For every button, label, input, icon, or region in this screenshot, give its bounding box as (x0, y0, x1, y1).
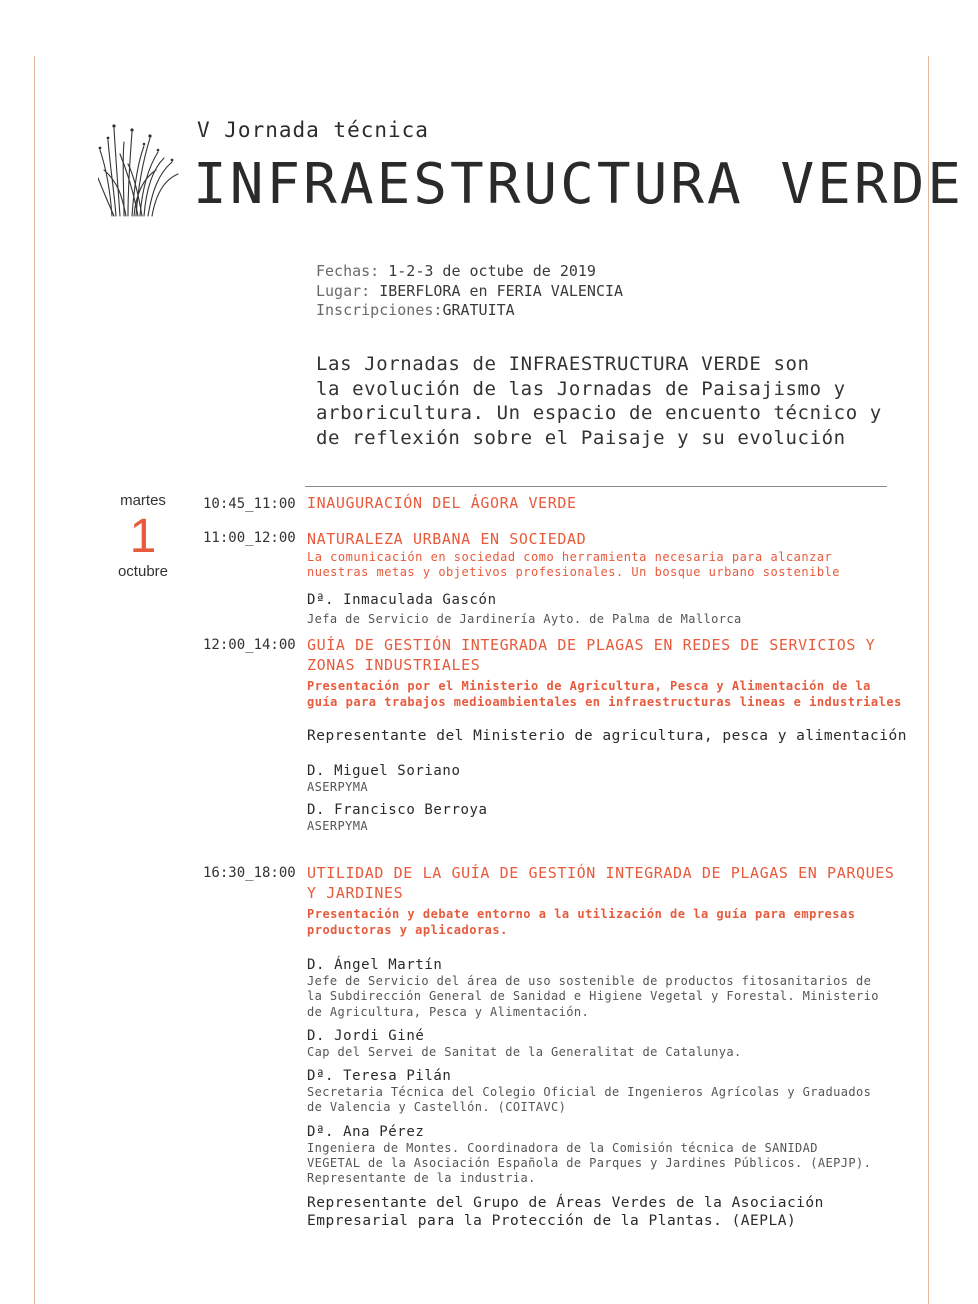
representative-text: Empresarial para la Protección de la Plantas. (AEPLA) (307, 1213, 797, 1230)
speaker-role: de Agricultura, Pesca y Alimentación. (307, 1004, 590, 1019)
speaker-role: ASERPYMA (307, 818, 368, 833)
speaker-name: D. Miguel Soriano (307, 762, 461, 779)
schedule-divider (305, 486, 887, 487)
event-description: La comunicación en sociedad como herramienta necesaria para alcanzar (307, 549, 833, 564)
date-month: octubre (117, 563, 169, 580)
fechas-label: Fechas: (316, 262, 380, 280)
schedule-date (110, 492, 176, 580)
date-weekday: martes (120, 492, 166, 509)
event-time: 12:00_14:00 (203, 637, 296, 653)
event-heading: UTILIDAD DE LA GUÍA DE GESTIÓN INTEGRADA DE PLAGAS EN PARQUES (307, 864, 895, 882)
speaker-name: Dª. Ana Pérez (307, 1123, 425, 1140)
speaker-name: Dª. Inmaculada Gascón (307, 591, 497, 608)
speaker-name: D. Francisco Berroya (307, 801, 488, 818)
event-heading: ZONAS INDUSTRIALES (307, 655, 481, 674)
speaker-role: Jefe de Servicio del área de uso sostenible de productos fitosanitarios de (307, 974, 872, 988)
event-heading: Y JARDINES (307, 883, 404, 902)
intro-line: de reflexión sobre el Paisaje y su evolución (316, 426, 846, 449)
event-heading: INAUGURACIÓN DEL ÁGORA VERDE (307, 494, 577, 512)
speaker-name: D. Jordi Giné (307, 1027, 425, 1044)
lugar-label: Lugar: (316, 281, 371, 300)
event-description: nuestras metas y objetivos profesionales. Un bosque urbano sostenible (307, 565, 840, 579)
event-heading: NATURALEZA URBANA EN SOCIEDAD (307, 530, 587, 548)
event-description: Presentación y debate entorno a la utilización de la guía para empresas (307, 907, 856, 921)
right-border-line (928, 56, 929, 1304)
event-description: Presentación por el Ministerio de Agricultura, Pesca y Alimentación de la (307, 679, 871, 693)
event-time: 16:30_18:00 (203, 865, 296, 881)
event-block (307, 636, 907, 834)
speaker-role: Representante de la industria. (307, 1171, 536, 1186)
event-block (307, 530, 907, 627)
intro-line: la evolución de las Jornadas de Paisajismo y (316, 377, 846, 400)
event-block (307, 864, 907, 1231)
event-info (316, 262, 623, 321)
speaker-role: VEGETAL de la Asociación Española de Parques y Jardines Públicos. (AEPJP). (307, 1156, 872, 1171)
speaker-role: Ingeniera de Montes. Coordinadora de la Comisión técnica de SANIDAD (307, 1140, 818, 1155)
speaker-role: ASERPYMA (307, 779, 368, 794)
intro-paragraph (316, 352, 916, 450)
intro-line: Las Jornadas de INFRAESTRUCTURA VERDE son (316, 353, 810, 375)
representative-text: Representante del Grupo de Áreas Verdes de la Asociación (307, 1194, 824, 1211)
speaker-role: la Subdirección General de Sanidad e Higiene Vegetal y Forestal. Ministerio (307, 989, 879, 1004)
intro-line: arboricultura. Un espacio de encuento técnico y (316, 402, 882, 424)
event-time: 10:45_11:00 (203, 496, 296, 512)
speaker-role: Secretaria Técnica del Colegio Oficial de Ingenieros Agrícolas y Graduados (307, 1085, 872, 1100)
inscripciones-value: GRATUITA (442, 301, 515, 319)
lugar-value: IBERFLORA en FERIA VALENCIA (370, 281, 624, 300)
fechas-value: 1-2-3 de octube de 2019 (379, 262, 596, 280)
event-description: productoras y aplicadoras. (307, 922, 508, 937)
event-heading: GUÍA DE GESTIÓN INTEGRADA DE PLAGAS EN REDES DE SERVICIOS Y (307, 636, 876, 654)
speaker-name: D. Ángel Martín (307, 957, 443, 973)
event-title: INFRAESTRUCTURA VERDE (193, 152, 965, 217)
date-day: 1 (129, 510, 157, 563)
speaker-role: Cap del Servei de Sanitat de la Generalitat de Catalunya. (307, 1044, 742, 1059)
event-description: guía para trabajos medioambientales en infraestructuras lineas e industriales (307, 694, 902, 709)
speaker-name: Dª. Teresa Pilán (307, 1068, 452, 1085)
left-border-line (34, 56, 35, 1304)
event-subtitle: V Jornada técnica (197, 118, 429, 142)
grass-logo-icon (98, 118, 180, 218)
inscripciones-label: Inscripciones: (316, 301, 443, 319)
speaker-role: de Valencia y Castellón. (COITAVC) (307, 1100, 567, 1115)
event-block (307, 494, 907, 514)
speaker-role: Jefa de Servicio de Jardinería Ayto. de Palma de Mallorca (307, 611, 742, 626)
event-time: 11:00_12:00 (203, 530, 296, 546)
representative-text: Representante del Ministerio de agricultura, pesca y alimentación (307, 728, 907, 744)
